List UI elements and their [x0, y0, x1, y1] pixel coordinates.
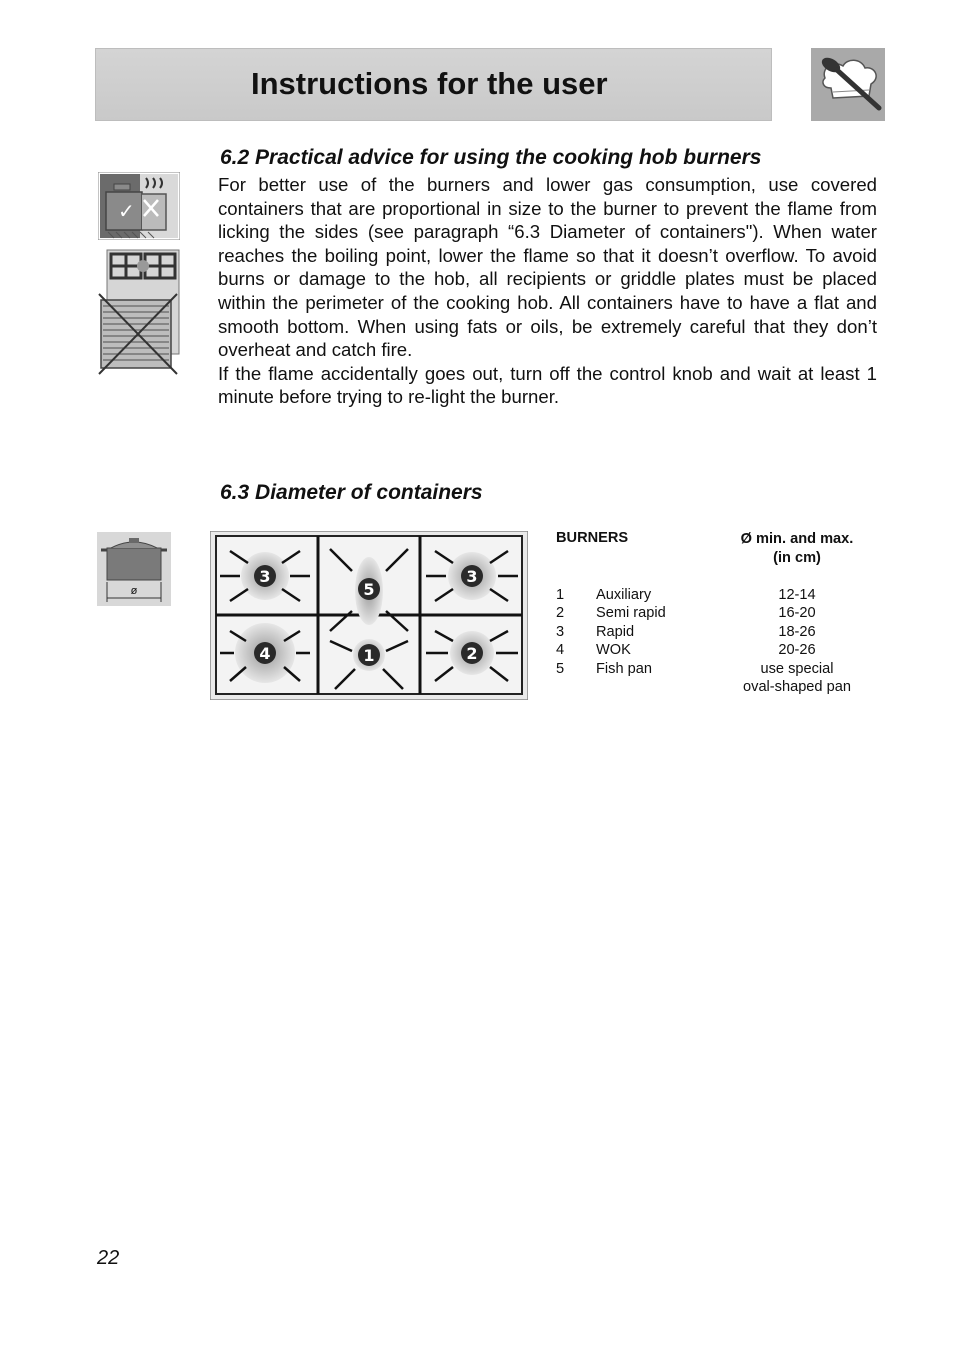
svg-text:✓: ✓	[118, 199, 135, 223]
row-diameter-range: 20-26	[778, 642, 816, 659]
hob-diagram	[210, 531, 528, 705]
table-header-diameter-line2: (in cm)	[773, 550, 821, 566]
section-6-2-title: 6.2 Practical advice for using the cooking hob burners	[220, 146, 762, 169]
covered-pot-icon	[98, 172, 180, 245]
table-row	[556, 660, 876, 678]
row-number: 3	[556, 623, 565, 640]
row-number: 2	[556, 605, 565, 622]
hob-label-rapid-left: 3	[259, 567, 271, 586]
advice-paragraph-2: If the flame accidentally goes out, turn off the control knob and wait at least 1 minute before trying to re-light the burner.	[218, 362, 877, 408]
table-row	[556, 604, 876, 622]
fish-pan-note: oval-shaped pan	[743, 679, 851, 695]
table-row	[556, 623, 876, 641]
advice-paragraph-1: For better use of the burners and lower gas consumption, use covered containers that are proportional in size to the burner to prevent the flame from licking the sides (see paragraph “6.3 Diameter of containers"). When water reaches the boiling point, lower the flame so that it doesn’t overflow. To avoid burns or damage to the hob, all recipients or griddle plates must be placed within the perimeter of the cooking hob. All containers have to have a flat and smooth bottom. When using fats or oils, be extremely careful that they don’t overheat and catch fire.	[218, 174, 877, 361]
hob-label-rapid-right: 3	[466, 567, 478, 586]
row-number: 4	[556, 642, 565, 659]
section-6-3-title: 6.3 Diameter of containers	[220, 481, 483, 504]
row-diameter-range: 12-14	[778, 587, 816, 603]
hob-label-fish-pan: 5	[363, 580, 375, 599]
hob-label-auxiliary: 1	[363, 646, 375, 665]
hob-label-semi-rapid: 2	[466, 644, 478, 663]
row-number: 1	[556, 587, 565, 603]
row-burner-name: Auxiliary	[596, 587, 652, 603]
spoon-chef-hat-icon	[811, 48, 885, 121]
pot-diameter-icon	[97, 532, 171, 611]
page-number: 22	[97, 1247, 120, 1269]
header-bar	[95, 48, 772, 121]
row-diameter-range: 18-26	[778, 623, 816, 640]
table-header-burners: BURNERS	[556, 530, 629, 546]
griddle-crossed-icon	[97, 248, 181, 381]
table-header-diameter-line1: Ø min. and max.	[740, 531, 854, 547]
row-diameter-range: use special	[760, 660, 834, 677]
table-header-diameter	[722, 530, 872, 568]
pot-diameter-label: ø	[130, 585, 138, 597]
row-burner-name: Fish pan	[596, 660, 652, 677]
row-burner-name: Semi rapid	[596, 605, 666, 622]
hob-label-wok: 4	[259, 644, 271, 663]
row-number: 5	[556, 660, 565, 677]
row-burner-name: Rapid	[596, 623, 635, 640]
table-row-note	[556, 678, 876, 696]
table-row	[556, 641, 876, 659]
table-row	[556, 586, 876, 604]
page-title: Instructions for the user	[251, 66, 608, 101]
row-diameter-range: 16-20	[778, 605, 816, 622]
row-burner-name: WOK	[596, 642, 631, 659]
section-6-2-body	[218, 173, 877, 409]
